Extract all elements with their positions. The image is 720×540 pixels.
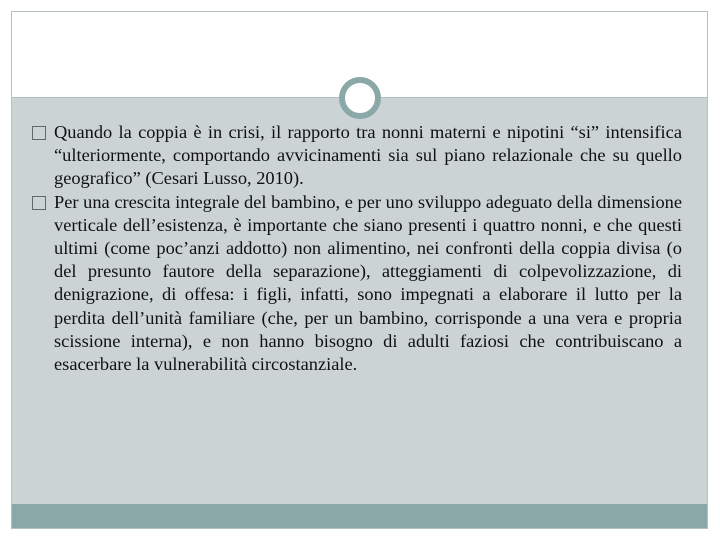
bullet-item [32, 121, 682, 191]
circle-ornament-icon [339, 77, 381, 119]
bullet-list [32, 121, 682, 376]
bullet-text: Quando la coppia è in crisi, il rapporto tra nonni materni e nipotini “si” intensifica “ulteriormente, comportando avvicinamenti sia sul piano relazionale che su quello geografico” (Cesari Lusso, 2010). [54, 122, 682, 189]
checkbox-square-icon [32, 196, 46, 210]
bullet-text: Per una crescita integrale del bambino, e per uno sviluppo adeguato della dimensione verticale dell’esistenza, è importante che siano presenti i quattro nonni, e che questi ultimi (come poc’anzi addotto) non alimentino, nei confronti della coppia divisa (o del presunto fautore della separazione), atteggiamenti di colpevolizzazione, di denigrazione, di offesa: i figli, infatti, sono impegnati a elaborare il lutto per la perdita dell’unità familiare (che, per un bambino, corrisponde a una vera e propria scissione interna), e non hanno bisogno di adulti faziosi che contribuiscano a esacerbare la vulnerabilità circostanziale. [54, 191, 682, 375]
bullet-item [32, 191, 682, 377]
footer-bar [12, 504, 707, 528]
checkbox-square-icon [32, 126, 46, 140]
